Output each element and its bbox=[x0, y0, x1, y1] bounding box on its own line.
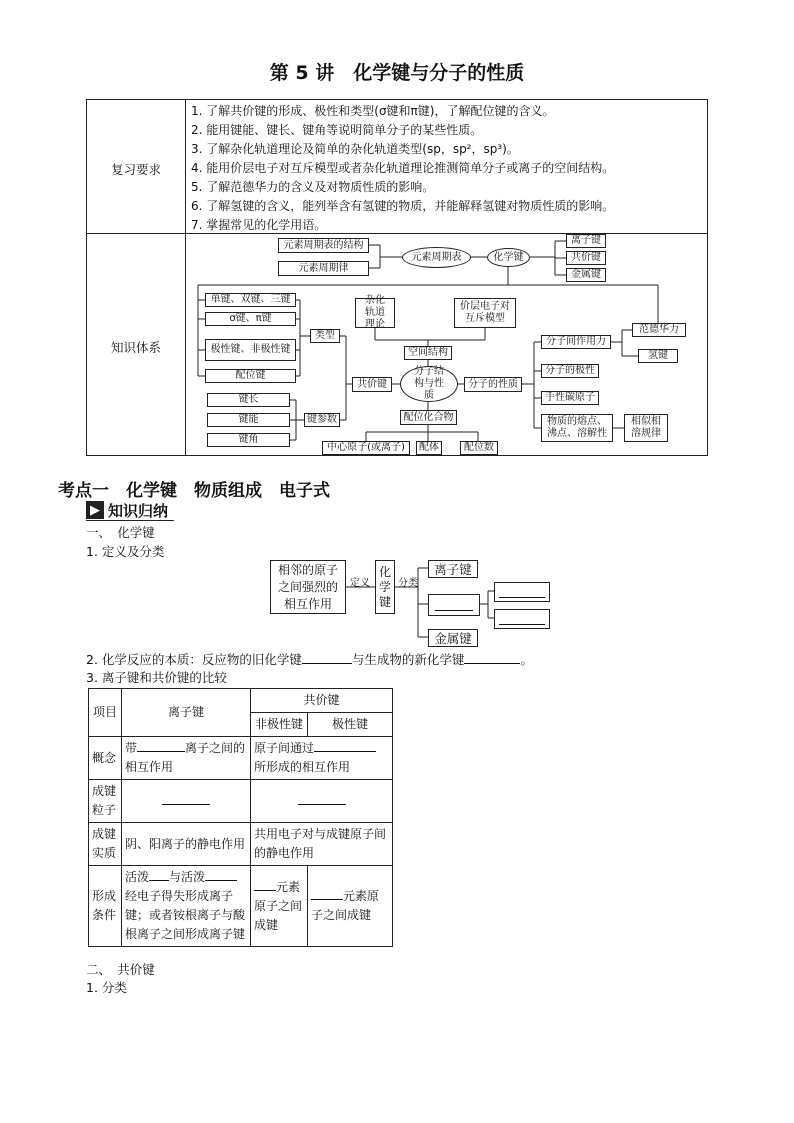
answer-blank[interactable] bbox=[464, 651, 520, 664]
condition-ionic bbox=[122, 866, 251, 947]
node-bond-params: 键参数 bbox=[304, 413, 340, 427]
node-covalent-bond: 共价键 bbox=[566, 251, 606, 265]
node-chiral: 手性碳原子 bbox=[541, 391, 599, 405]
node-metallic-bond: 金属键 bbox=[566, 268, 606, 282]
arrow-icon: ▶ bbox=[86, 501, 104, 519]
cell-text: 离子之间的相互作用 bbox=[125, 741, 246, 774]
node-bond-angle: 键角 bbox=[207, 433, 290, 447]
node-center-atom: 中心原子(或离子) bbox=[322, 441, 410, 455]
node-complex: 配位化合物 bbox=[400, 410, 457, 425]
row-label: 成键粒子 bbox=[89, 780, 122, 823]
node-vsepr: 价层电子对互斥模型 bbox=[454, 298, 516, 328]
node-ligand: 配体 bbox=[416, 441, 442, 455]
definition-box: 相邻的原子之间强烈的相互作用 bbox=[270, 560, 346, 614]
review-item: 4. 能用价层电子对互斥模型或者杂化轨道理论推测简单分子或离子的空间结构。 bbox=[191, 161, 615, 175]
particles-covalent bbox=[251, 780, 393, 823]
item-text: 。 bbox=[520, 652, 533, 667]
item-classification: 1. 分类 bbox=[86, 980, 127, 995]
answer-blank[interactable] bbox=[254, 878, 276, 891]
essence-covalent: 共用电子对与成键原子间的静电作用 bbox=[251, 823, 393, 866]
review-item: 2. 能用键能、键长、键角等说明简单分子的某些性质。 bbox=[191, 123, 483, 137]
classification-label: 分类 bbox=[398, 578, 418, 589]
knowledge-label: 知识体系 bbox=[110, 340, 161, 355]
answer-blank[interactable] bbox=[137, 739, 185, 752]
node-ionic-bond: 离子键 bbox=[566, 234, 606, 248]
cell-text: 所形成的相互作用 bbox=[254, 760, 351, 774]
concept-ionic bbox=[122, 737, 251, 780]
node-similar-dissolve: 相似相溶规律 bbox=[624, 414, 668, 442]
review-item: 7. 掌握常见的化学用语。 bbox=[191, 218, 327, 232]
blank-subtype-box bbox=[494, 609, 550, 629]
node-coordinate-bond: 配位键 bbox=[205, 369, 296, 383]
header-item: 项目 bbox=[89, 689, 122, 737]
cell-text: 活泼 bbox=[125, 870, 150, 884]
review-label: 复习要求 bbox=[110, 162, 161, 177]
node-hybrid-theory: 杂化轨道理论 bbox=[355, 298, 395, 328]
cell-text: 带 bbox=[125, 741, 138, 755]
node-molecular-structure: 分子结构与性质 bbox=[400, 366, 458, 402]
node-polar-nonpolar: 极性键、非极性键 bbox=[205, 339, 296, 361]
answer-blank[interactable] bbox=[149, 868, 169, 881]
comparison-table bbox=[88, 688, 393, 947]
item-reaction-essence bbox=[86, 650, 533, 668]
review-item: 6. 了解氢键的含义，能列举含有氢键的物质，并能解释氢键对物质性质的影响。 bbox=[191, 199, 615, 213]
subheading-chemical-bond: 一、 化学键 bbox=[86, 525, 155, 540]
node-molecular-properties: 分子的性质 bbox=[464, 377, 522, 392]
node-periodic-law: 元素周期律 bbox=[278, 261, 369, 276]
node-sigma-pi: σ键、π键 bbox=[205, 312, 296, 326]
row-label: 形成条件 bbox=[89, 866, 122, 947]
chemical-bond-box: 化学键 bbox=[375, 560, 395, 614]
node-melting-boiling: 物质的熔点、沸点、溶解性 bbox=[541, 414, 613, 442]
header-polar: 极性键 bbox=[308, 713, 393, 737]
header-nonpolar: 非极性键 bbox=[251, 713, 308, 737]
page-title: 第 5 讲 化学键与分子的性质 bbox=[269, 62, 525, 84]
node-types: 类型 bbox=[310, 329, 340, 343]
review-item: 5. 了解范德华力的含义及对物质性质的影响。 bbox=[191, 180, 435, 194]
node-intermolecular: 分子间作用力 bbox=[541, 335, 611, 349]
concept-covalent bbox=[251, 737, 393, 780]
node-bond-energy: 键能 bbox=[207, 413, 290, 427]
particles-ionic bbox=[122, 780, 251, 823]
header-ionic: 离子键 bbox=[122, 689, 251, 737]
section-heading: 考点一 化学键 物质组成 电子式 bbox=[58, 481, 330, 501]
node-spatial-structure: 空间结构 bbox=[404, 346, 452, 360]
answer-blank[interactable] bbox=[314, 739, 376, 752]
cell-text: 元素原子之间成键 bbox=[254, 879, 303, 932]
node-bond-length: 键长 bbox=[207, 393, 290, 407]
item-text: 与生成物的新化学键 bbox=[351, 652, 465, 667]
review-item: 3. 了解杂化轨道理论及简单的杂化轨道类型(sp，sp²，sp³)。 bbox=[191, 142, 519, 156]
essence-ionic: 阴、阳离子的静电作用 bbox=[122, 823, 251, 866]
cell-text: 经电子得失形成离子键；或者铵根离子与酸根离子之间形成离子键 bbox=[125, 889, 246, 941]
node-periodic-table: 元素周期表 bbox=[402, 247, 471, 268]
blank-subtype-box bbox=[494, 582, 550, 602]
row-label: 成键实质 bbox=[89, 823, 122, 866]
condition-polar bbox=[308, 866, 393, 947]
answer-blank[interactable] bbox=[162, 792, 210, 805]
answer-blank[interactable] bbox=[205, 868, 237, 881]
item-definition: 1. 定义及分类 bbox=[86, 544, 165, 559]
item-comparison: 3. 离子键和共价键的比较 bbox=[86, 670, 227, 685]
blank-bond-box bbox=[428, 594, 480, 616]
subheading-covalent: 二、 共价键 bbox=[86, 962, 155, 977]
node-chemical-bond: 化学键 bbox=[487, 248, 530, 267]
banner-label: 知识归纳 bbox=[108, 501, 169, 520]
node-hbond: 氢键 bbox=[638, 349, 678, 363]
definition-label: 定义 bbox=[350, 578, 370, 589]
node-periodic-structure: 元素周期表的结构 bbox=[278, 238, 369, 253]
node-polarity: 分子的极性 bbox=[541, 364, 599, 378]
node-coord-number: 配位数 bbox=[460, 441, 498, 455]
condition-nonpolar bbox=[251, 866, 308, 947]
row-label: 概念 bbox=[89, 737, 122, 780]
node-covalent: 共价键 bbox=[352, 377, 392, 392]
metallic-bond-box: 金属键 bbox=[428, 629, 478, 647]
node-vdw: 范德华力 bbox=[632, 323, 686, 337]
cell-text: 与活泼 bbox=[169, 870, 206, 884]
answer-blank[interactable] bbox=[298, 792, 346, 805]
cell-text: 原子间通过 bbox=[254, 741, 315, 755]
ionic-bond-box: 离子键 bbox=[428, 560, 478, 578]
item-text: 2. 化学反应的本质：反应物的旧化学键 bbox=[86, 652, 302, 667]
answer-blank[interactable] bbox=[302, 651, 352, 664]
cell-text: 元素原子之间成键 bbox=[311, 889, 380, 922]
answer-blank[interactable] bbox=[311, 887, 343, 900]
node-single-double-triple: 单键、双键、三键 bbox=[205, 293, 296, 307]
review-item: 1. 了解共价键的形成、极性和类型(σ键和π键)，了解配位键的含义。 bbox=[191, 104, 555, 118]
header-covalent: 共价键 bbox=[251, 689, 393, 713]
